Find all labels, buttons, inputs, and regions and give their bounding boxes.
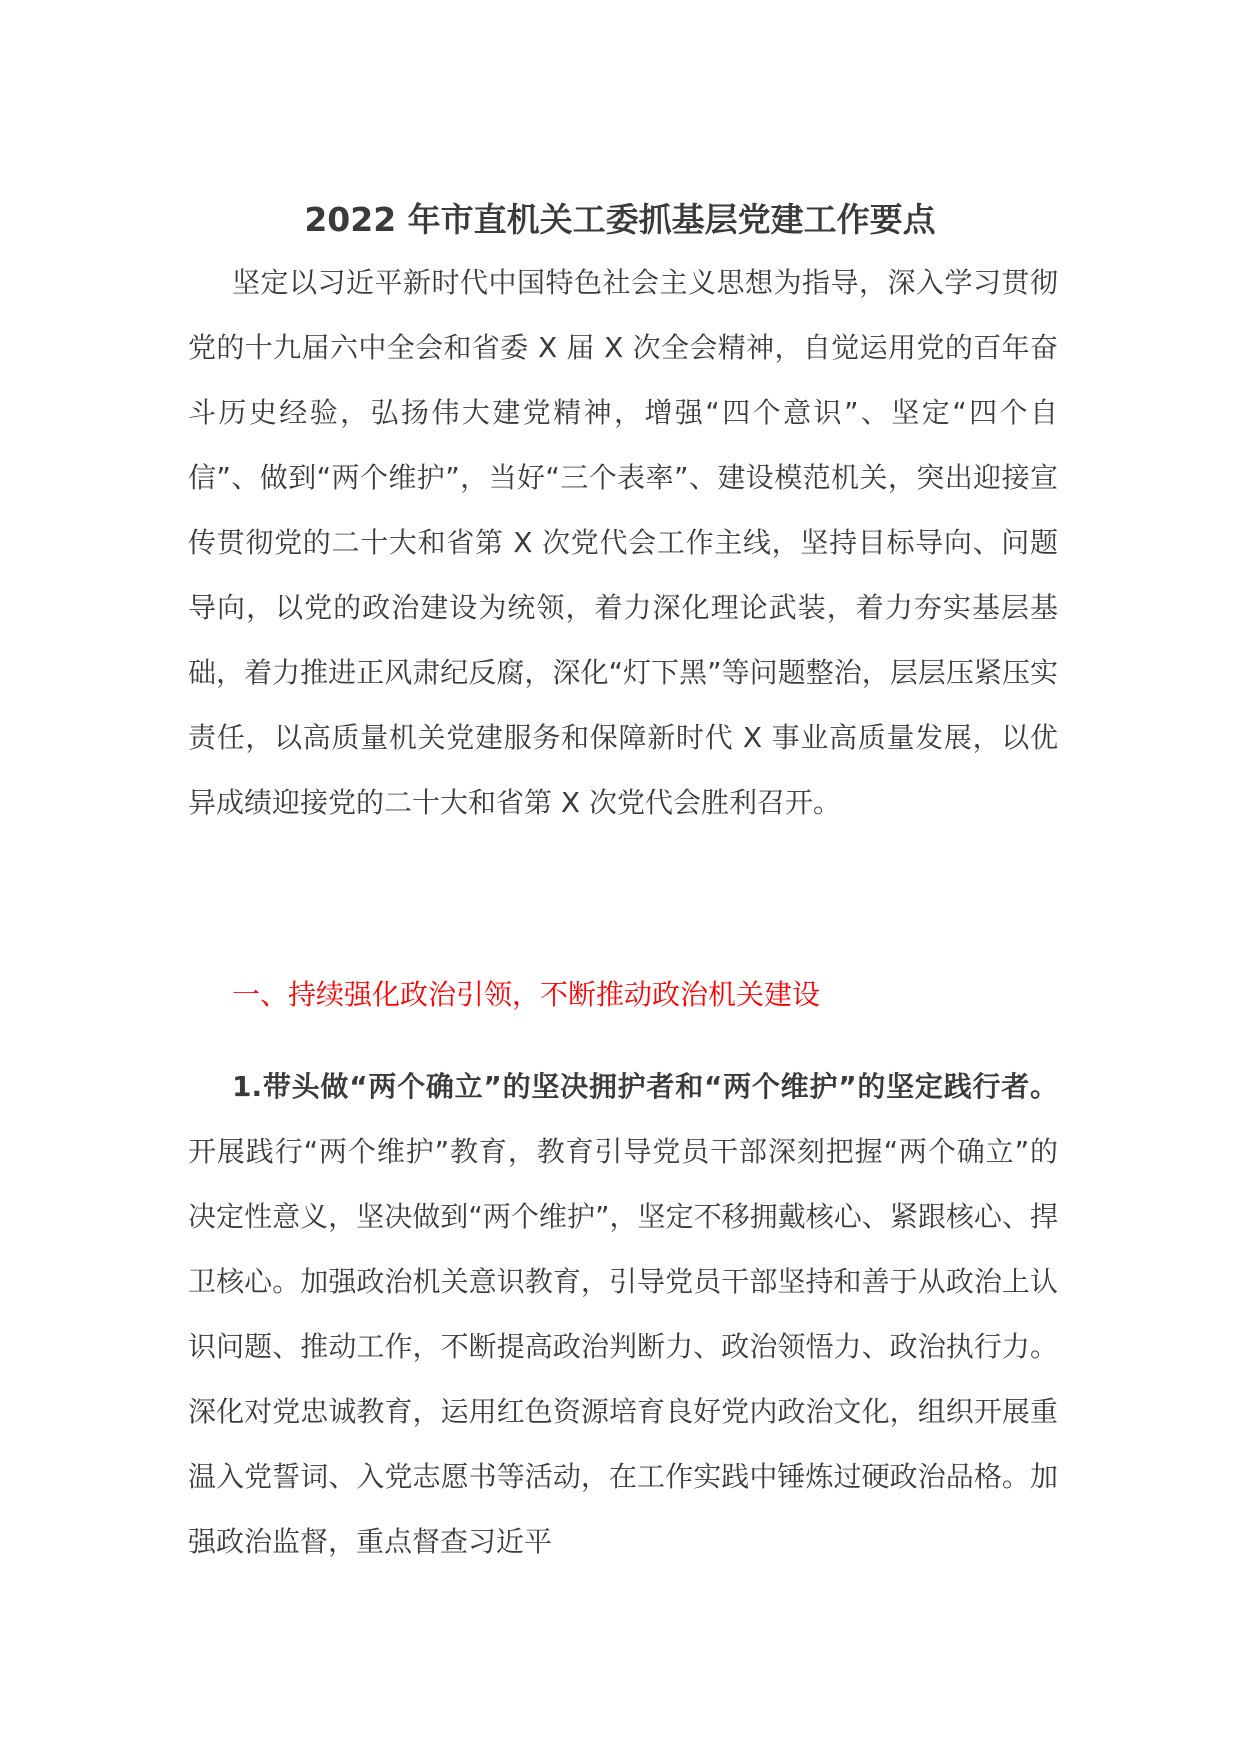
item-body-text: 开展践行“两个维护”教育，教育引导党员干部深刻把握“两个确立”的决定性意义，坚决做到“两个维护”，坚定不移拥戴核心、紧跟核心、捍卫核心。加强政治机关意识教育，引导党员干部坚持和善于从政治上认识问题、推动工作，不断提高政治判断力、政治领悟力、政治执行力。深化对党忠诚教育，运用红色资源培育良好党内政治文化，组织开展重温入党誓词、入党志愿书等活动，在工作实践中锤炼过硬政治品格。加强政治监督，重点督查习近平 (188, 1135, 1058, 1558)
intro-paragraph: 坚定以习近平新时代中国特色社会主义思想为指导，深入学习贯彻党的十九届六中全会和省委 X 届 X 次全会精神，自觉运用党的百年奋斗历史经验，弘扬伟大建党精神，增强“四个意识”、坚定“四个自信”、做到“两个维护”，当好“三个表率”、建设模范机关，突出迎接宣传贯彻党的二十大和省第 X 次党代会工作主线，坚持目标导向、问题导向，以党的政治建设为统领，着力深化理论武装，着力夯实基层基础，着力推进正风肃纪反腐，深化“灯下黑”等问题整治，层层压紧压实责任，以高质量机关党建服务和保障新时代 X 事业高质量发展，以优异成绩迎接党的二十大和省第 X 次党代会胜利召开。 (188, 266, 1058, 819)
document-title: 2022 年市直机关工委抓基层党建工作要点 (304, 200, 936, 239)
section-item-paragraph (188, 1054, 1058, 1574)
item-lead-text: 1.带头做“两个确立”的坚决拥护者和“两个维护”的坚定践行者。 (232, 1070, 1058, 1103)
section-heading: 一、持续强化政治引领，不断推动政治机关建设 (232, 978, 821, 1011)
